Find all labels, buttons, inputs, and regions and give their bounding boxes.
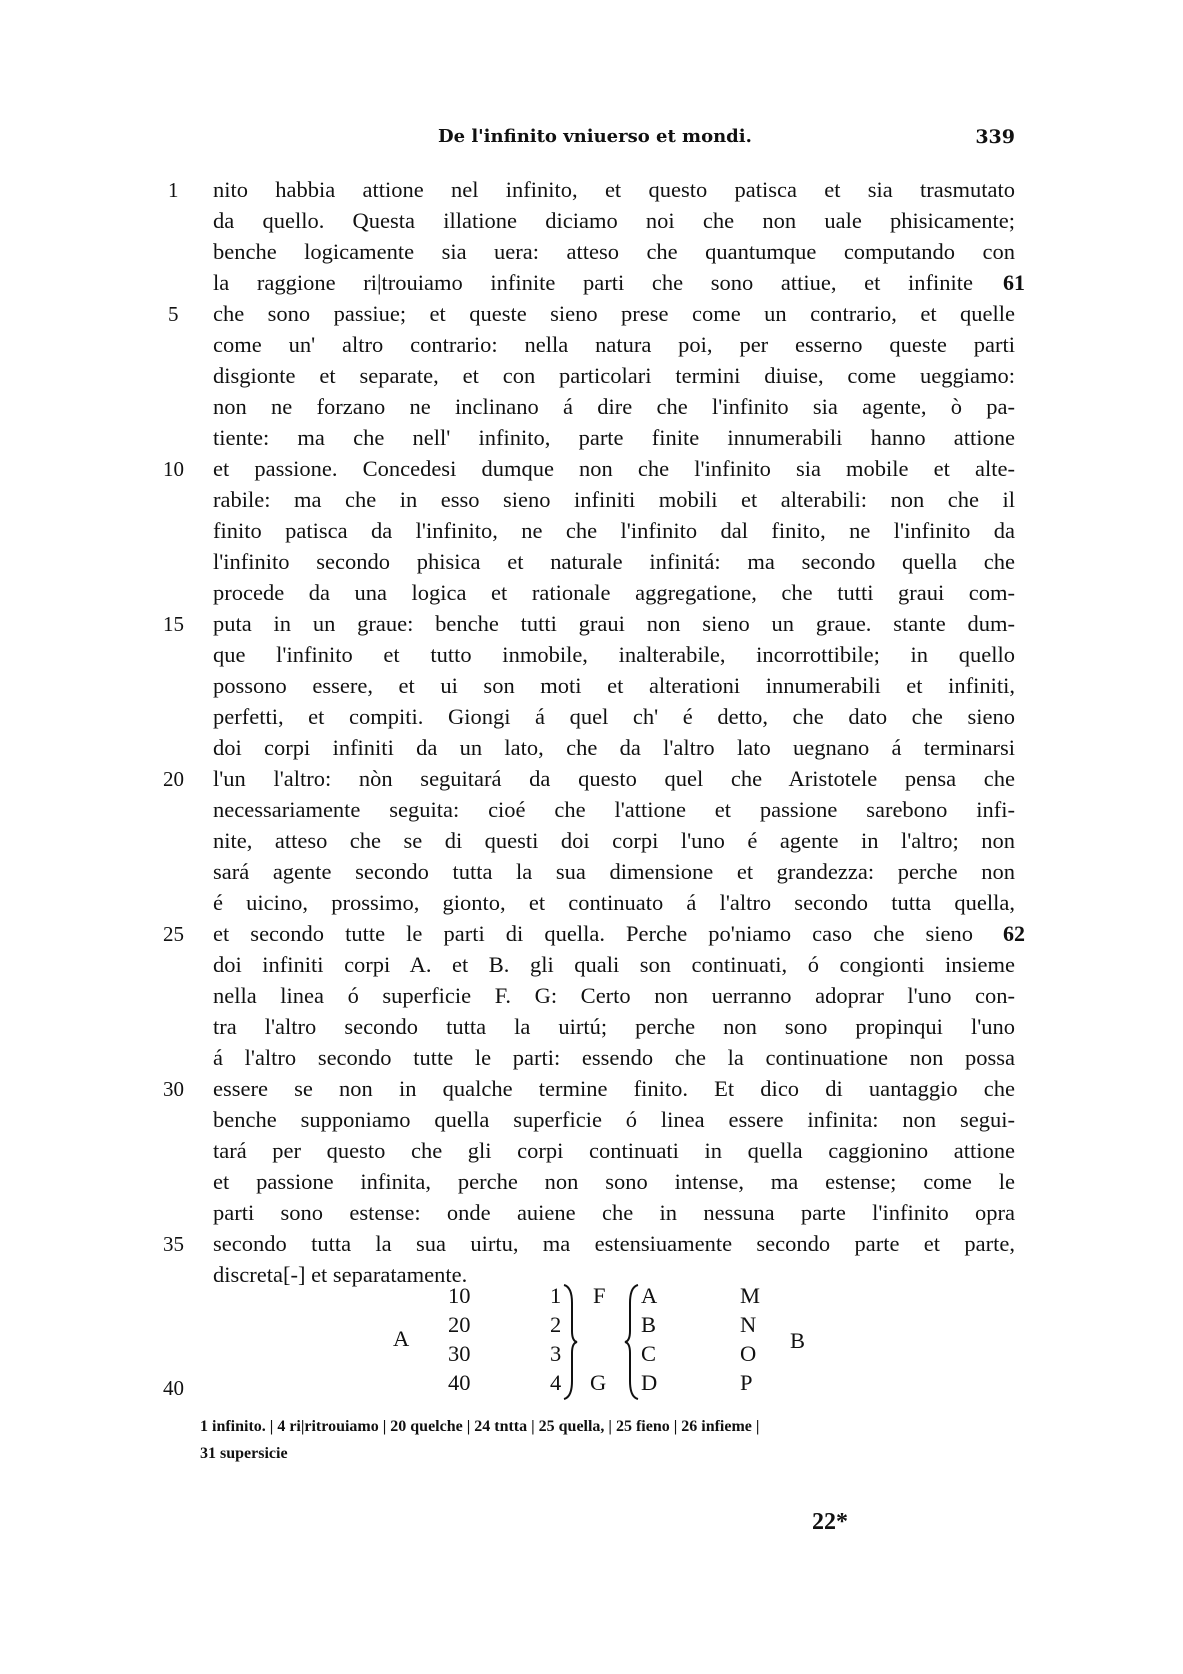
text-line: procede da una logica et rationale aggregatione, che tutti graui com- xyxy=(213,580,1015,605)
note-line: 1 infinito. | 4 ri|ritrouiamo | 20 quelche | 24 tntta | 25 quella, | 25 fieno | 26 infieme | xyxy=(200,1418,760,1435)
text-line: necessariamente seguita: cioé che l'attione et passione sarebono infi- xyxy=(213,797,1015,822)
line-number: 40 xyxy=(163,1376,184,1400)
line-number: 15 xyxy=(163,612,184,636)
margin-page-reference: 61 xyxy=(1003,270,1025,295)
text-line: l'infinito secondo phisica et naturale infinitá: ma secondo quella che xyxy=(213,549,1015,574)
line-number: 35 xyxy=(163,1232,184,1256)
text-line: nella linea ó superficie F. G: Certo non uerranno adoprar l'uno con- xyxy=(213,983,1015,1008)
running-header xyxy=(215,126,1015,156)
diagram-letter: N xyxy=(740,1312,757,1337)
line-number: 1 xyxy=(168,178,179,202)
note-line: 31 supersicie xyxy=(200,1445,288,1462)
diagram-label-a: A xyxy=(393,1326,410,1351)
text-line: come un' altro contrario: nella natura poi, per esserno queste parti xyxy=(213,332,1015,357)
diagram-letter: D xyxy=(641,1370,658,1395)
text-line: sará agente secondo tutta la sua dimensione et grandezza: perche non xyxy=(213,859,1015,884)
diagram-letter: O xyxy=(740,1341,757,1366)
diagram-value: 10 xyxy=(448,1283,471,1308)
left-brace-icon xyxy=(624,1283,640,1401)
text-line: nite, atteso che se di questi doi corpi l'uno é agente in l'altro; non xyxy=(213,828,1015,853)
diagram-letter: C xyxy=(641,1341,657,1366)
text-line: doi infiniti corpi A. et B. gli quali son continuati, ó congionti insieme xyxy=(213,952,1015,977)
text-line: che sono passiue; et queste sieno prese come un contrario, et quelle xyxy=(213,301,1015,326)
diagram-letter: A xyxy=(641,1283,658,1308)
text-line: perfetti, et compiti. Giongi á quel ch' é detto, che dato che sieno xyxy=(213,704,1015,729)
diagram-letter: M xyxy=(740,1283,761,1308)
text-line: finito patisca da l'infinito, ne che l'infinito dal finito, ne l'infinito da xyxy=(213,518,1015,543)
text-line: la raggione ri|trouiamo infinite parti che sono attiue, et infinite xyxy=(213,270,973,295)
text-line: parti sono estense: onde auiene che in nessuna parte l'infinito opra xyxy=(213,1200,1015,1225)
line-number: 10 xyxy=(163,457,184,481)
text-line: benche supponiamo quella superficie ó linea essere infinita: non segui- xyxy=(213,1107,1015,1132)
text-line: essere se non in qualche termine finito. Et dico di uantaggio che xyxy=(213,1076,1015,1101)
text-line: possono essere, et ui son moti et alterationi innumerabili et infiniti, xyxy=(213,673,1015,698)
text-line: doi corpi infiniti da un lato, che da l'altro lato uegnano á terminarsi xyxy=(213,735,1015,760)
diagram-letter-f: F xyxy=(593,1283,606,1308)
text-line: disgionte et separate, et con particolari termini diuise, come ueggiamo: xyxy=(213,363,1015,388)
diagram-value: 1 xyxy=(550,1283,562,1308)
line-number: 30 xyxy=(163,1077,184,1101)
signature-mark: 22* xyxy=(812,1509,848,1535)
diagram-letter: B xyxy=(641,1312,657,1337)
margin-page-reference: 62 xyxy=(1003,921,1025,946)
text-line: tará per questo che gli corpi continuati in quella caggionino attione xyxy=(213,1138,1015,1163)
text-line: secondo tutta la sua uirtu, ma estensiuamente secondo parte et parte, xyxy=(213,1231,1015,1256)
line-number: 25 xyxy=(163,922,184,946)
text-line: et passione. Concedesi dumque non che l'infinito sia mobile et alte- xyxy=(213,456,1015,481)
text-line: discreta[-] et separatamente. xyxy=(213,1262,468,1287)
right-brace-icon xyxy=(562,1283,578,1401)
line-number: 5 xyxy=(168,302,179,326)
running-title: De l'infinito vniuerso et mondi. xyxy=(438,126,752,147)
line-number: 20 xyxy=(163,767,184,791)
diagram-label-b: B xyxy=(790,1328,806,1353)
diagram-value: 30 xyxy=(448,1341,471,1366)
page-number: 339 xyxy=(975,126,1015,148)
diagram-value: 3 xyxy=(550,1341,562,1366)
diagram-letter: P xyxy=(740,1370,753,1395)
diagram-value: 2 xyxy=(550,1312,562,1337)
text-line: et passione infinita, perche non sono intense, ma estense; come le xyxy=(213,1169,1015,1194)
diagram-value: 40 xyxy=(448,1370,471,1395)
text-line: puta in un graue: benche tutti graui non sieno un graue. stante dum- xyxy=(213,611,1015,636)
text-line: tra l'altro secondo tutta la uirtú; perche non sono propinqui l'uno xyxy=(213,1014,1015,1039)
text-line: et secondo tutte le parti di quella. Perche po'niamo caso che sieno xyxy=(213,921,973,946)
text-line: nito habbia attione nel infinito, et questo patisca et sia trasmutato xyxy=(213,177,1015,202)
diagram-letter-g: G xyxy=(590,1370,607,1395)
text-line: á l'altro secondo tutte le parti: essendo che la continuatione non possa xyxy=(213,1045,1015,1070)
text-line: é uicino, prossimo, gionto, et continuato á l'altro secondo tutta quella, xyxy=(213,890,1015,915)
text-line: que l'infinito et tutto inmobile, inalterabile, incorrottibile; in quello xyxy=(213,642,1015,667)
diagram-value: 4 xyxy=(550,1370,562,1395)
textual-notes xyxy=(200,1413,1015,1467)
text-line: da quello. Questa illatione diciamo noi che non uale phisicamente; xyxy=(213,208,1015,233)
text-line: tiente: ma che nell' infinito, parte finite innumerabili hanno attione xyxy=(213,425,1015,450)
text-line: l'un l'altro: nòn seguitará da questo quel che Aristotele pensa che xyxy=(213,766,1015,791)
text-line: rabile: ma che in esso sieno infiniti mobili et alterabili: non che il xyxy=(213,487,1015,512)
diagram-value: 20 xyxy=(448,1312,471,1337)
text-line: benche logicamente sia uera: atteso che quantumque computando con xyxy=(213,239,1015,264)
text-line: non ne forzano ne inclinano á dire che l'infinito sia agente, ò pa- xyxy=(213,394,1015,419)
